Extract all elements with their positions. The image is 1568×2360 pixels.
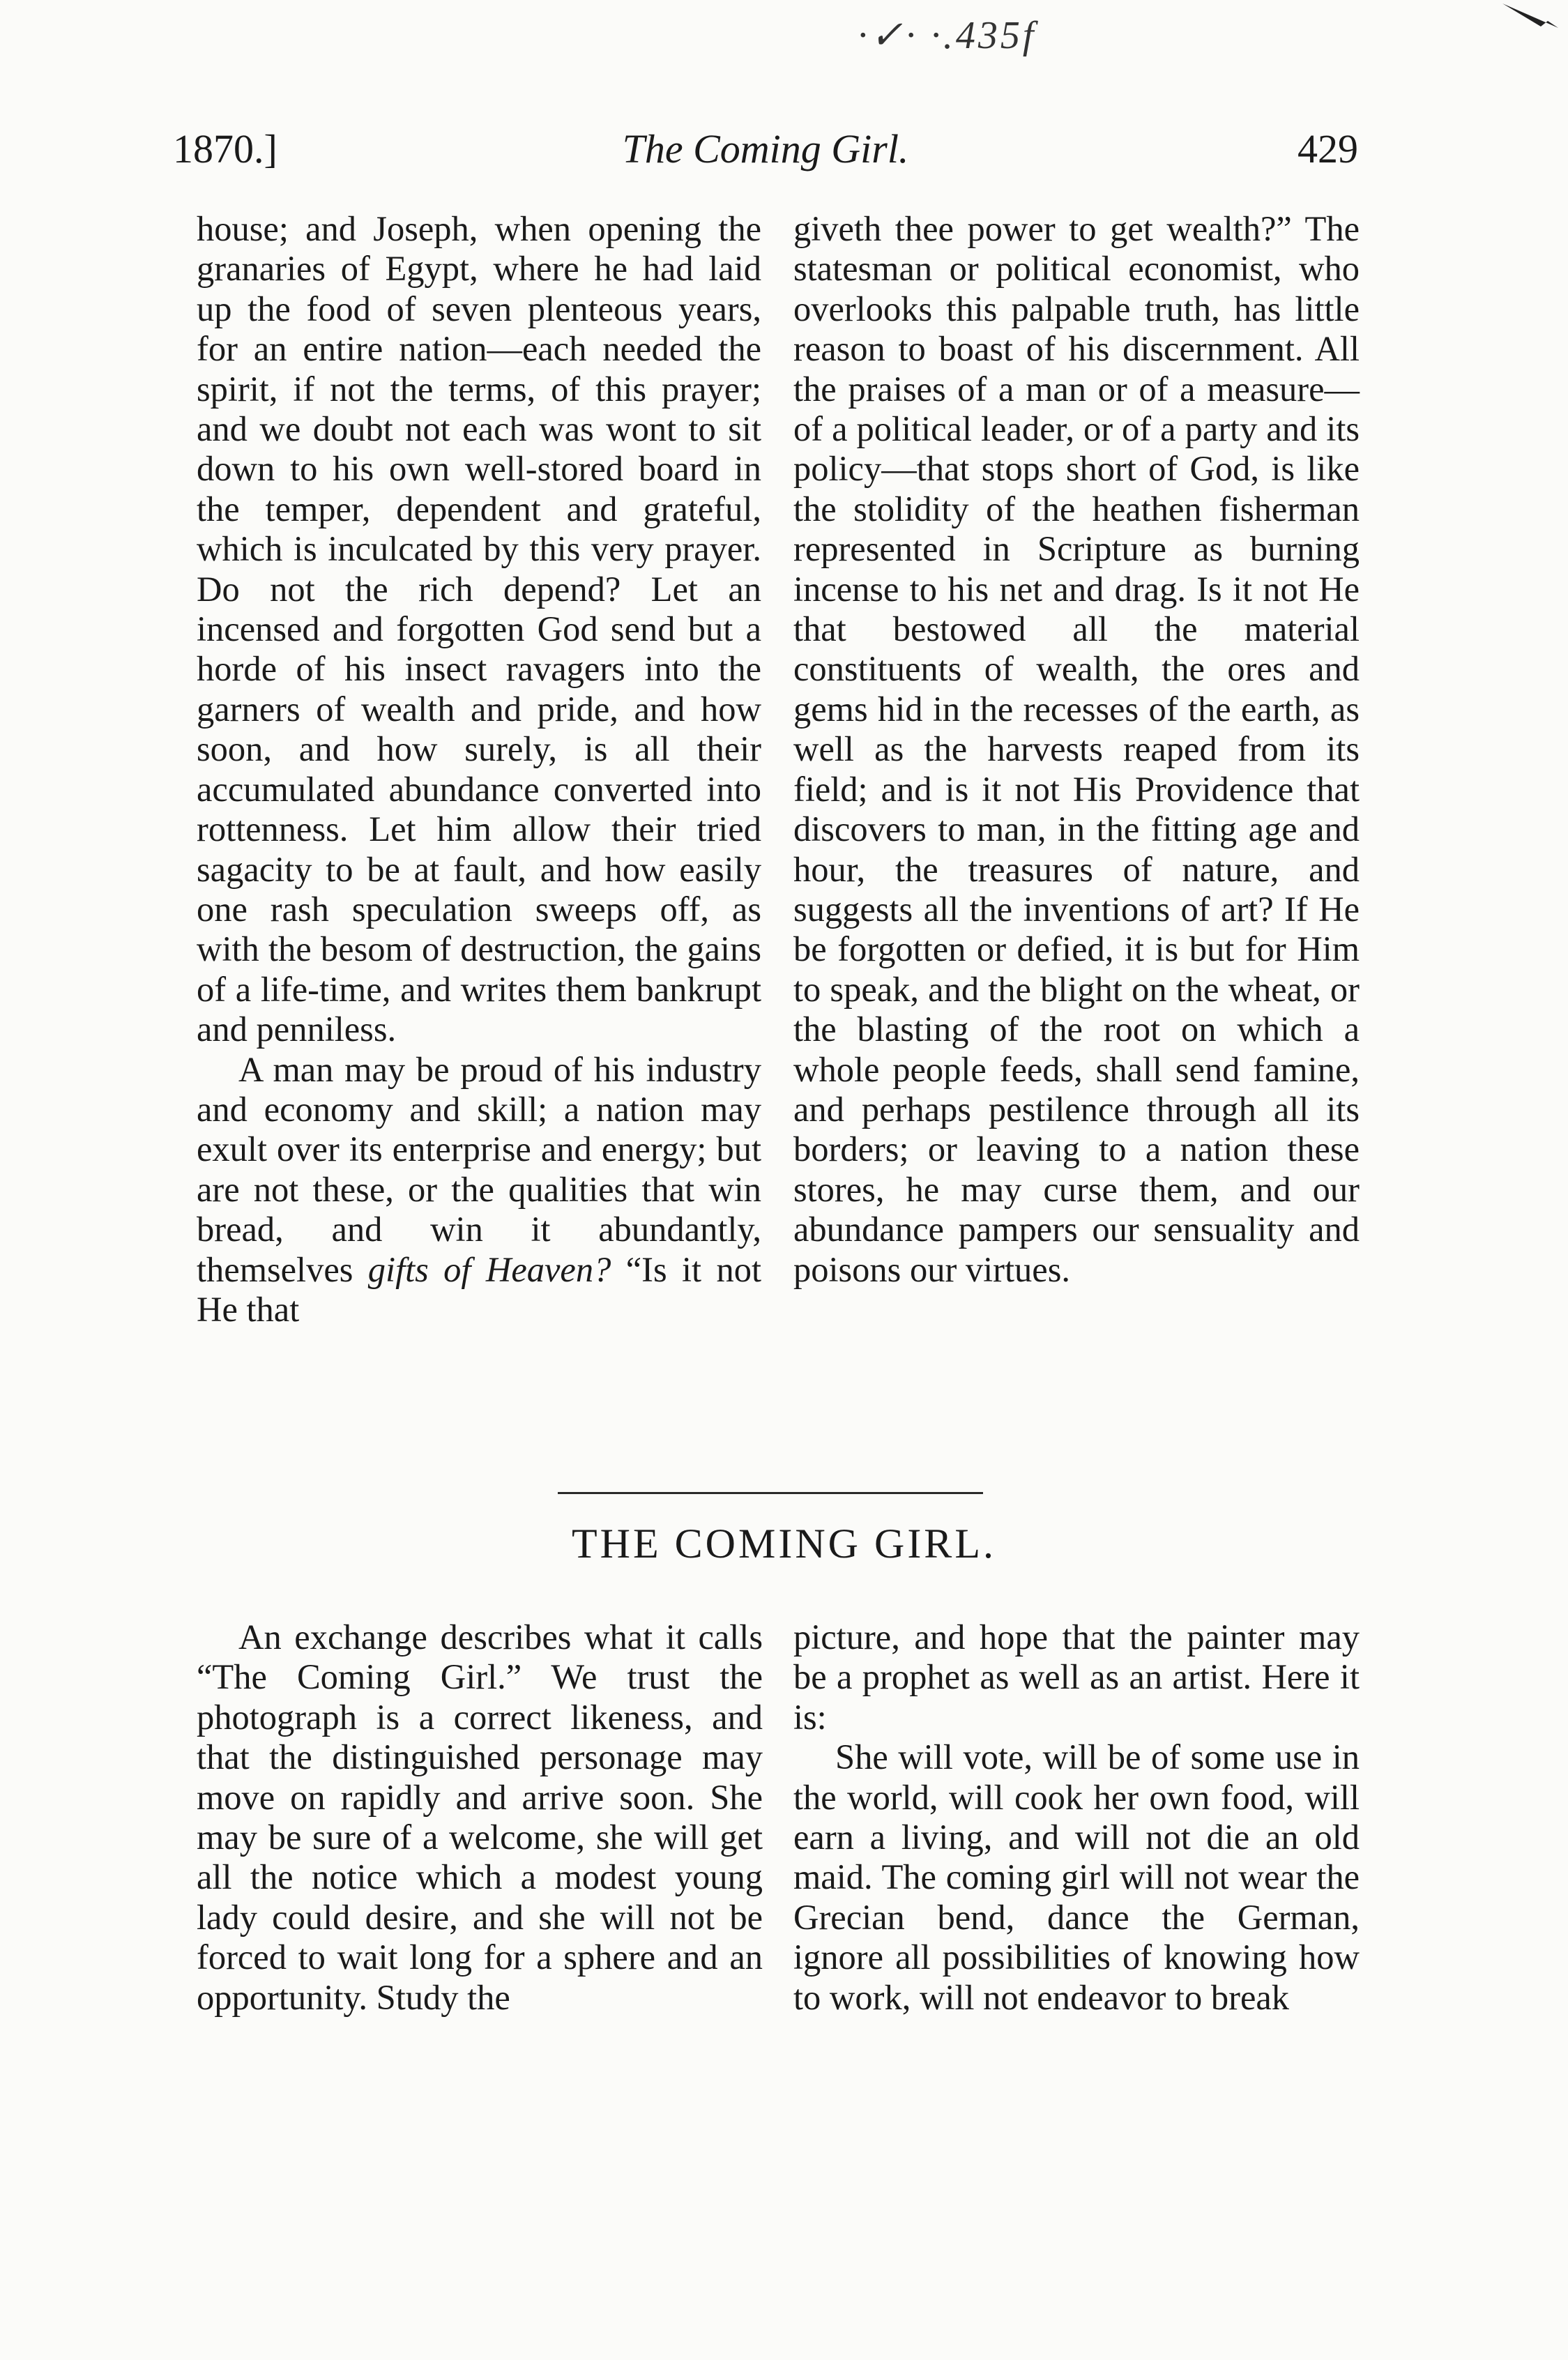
text-run: “Is it not He that bbox=[197, 1249, 761, 1329]
running-head-title: The Coming Girl. bbox=[622, 126, 909, 172]
library-stamp: ·✓· ·.435f bbox=[858, 14, 1037, 57]
running-head bbox=[173, 125, 1358, 181]
paragraph: An exchange describes what it calls “The Coming Girl.” We trust the photograph is a correct likeness, and that the distinguished personage may move on rapidly and arrive soon. She may be sure of a welcome, she will get all the notice which a modest young lady could desire, and she will not be forced to wait long for a sphere and an opportunity. Study the bbox=[197, 1617, 763, 2017]
running-head-year: 1870.] bbox=[173, 126, 277, 172]
article-left-column bbox=[197, 1617, 763, 2018]
corner-mark bbox=[1499, 0, 1562, 35]
paragraph: She will vote, will be of some use in the world, will cook her own food, will earn a living, and will not die an old maid. The coming girl will not wear the Grecian bend, dance the German, ignore all possibilities of knowing how to work, will not endeavor to break bbox=[793, 1737, 1360, 2017]
section-divider bbox=[558, 1492, 983, 1494]
italic-run: gifts of Heaven? bbox=[367, 1249, 611, 1289]
prev-article-left-column bbox=[197, 209, 761, 1330]
paragraph: giveth thee power to get wealth?” The statesman or political economist, who overlooks this palpable truth, has little reason to boast of his discernment. All the praises of a man or of a measure—of a political leader, or of a party and its policy—that stops short of God, is like the stolidity of the heathen fisherman represented in Scripture as burning incense to his net and drag. Is it not He that bestowed all the material constituents of wealth, the ores and gems hid in the recesses of the earth, as well as the harvests reaped from its field; and is it not His Providence that discovers to man, in the fitting age and hour, the treasures of nature, and suggests all the inventions of art? If He be forgotten or defied, it is but for Him to speak, and the blight on the wheat, or the blasting of the root on which a whole people feeds, shall send famine, and perhaps pestilence through all its borders; or leaving to a nation these stores, he may curse them, and our abundance pampers our sensuality and poisons our virtues. bbox=[793, 209, 1360, 1289]
page-number: 429 bbox=[1297, 126, 1358, 172]
prev-article-right-column bbox=[793, 209, 1360, 1290]
article-right-column bbox=[793, 1617, 1360, 2018]
article-title: THE COMING GIRL. bbox=[572, 1521, 996, 1567]
paragraph: picture, and hope that the painter may be a prophet as well as an artist. Here it is: bbox=[793, 1617, 1360, 1737]
paragraph: house; and Joseph, when opening the granaries of Egypt, where he had laid up the food of seven plenteous years, for an entire nation—each needed the spirit, if not the terms, of this prayer; and we doubt not each was wont to sit down to his own well-stored board in the temper, dependent and grateful, which is inculcated by this very prayer. Do not the rich depend? Let an incensed and forgotten God send but a horde of his insect ravagers into the garners of wealth and pride, and how soon, and how surely, is all their accumulated abundance converted into rottenness. Let him allow their tried sagacity to be at fault, and how easily one rash speculation sweeps off, as with the besom of destruction, the gains of a life-time, and writes them bankrupt and penniless. bbox=[197, 209, 761, 1049]
paragraph bbox=[197, 1050, 761, 1330]
text-run: A man may be proud of his industry and economy and skill; a nation may exult over its enterprise and energy; but are not these, or the qualities that win bread, and win it abundantly, themselves bbox=[197, 1049, 761, 1289]
